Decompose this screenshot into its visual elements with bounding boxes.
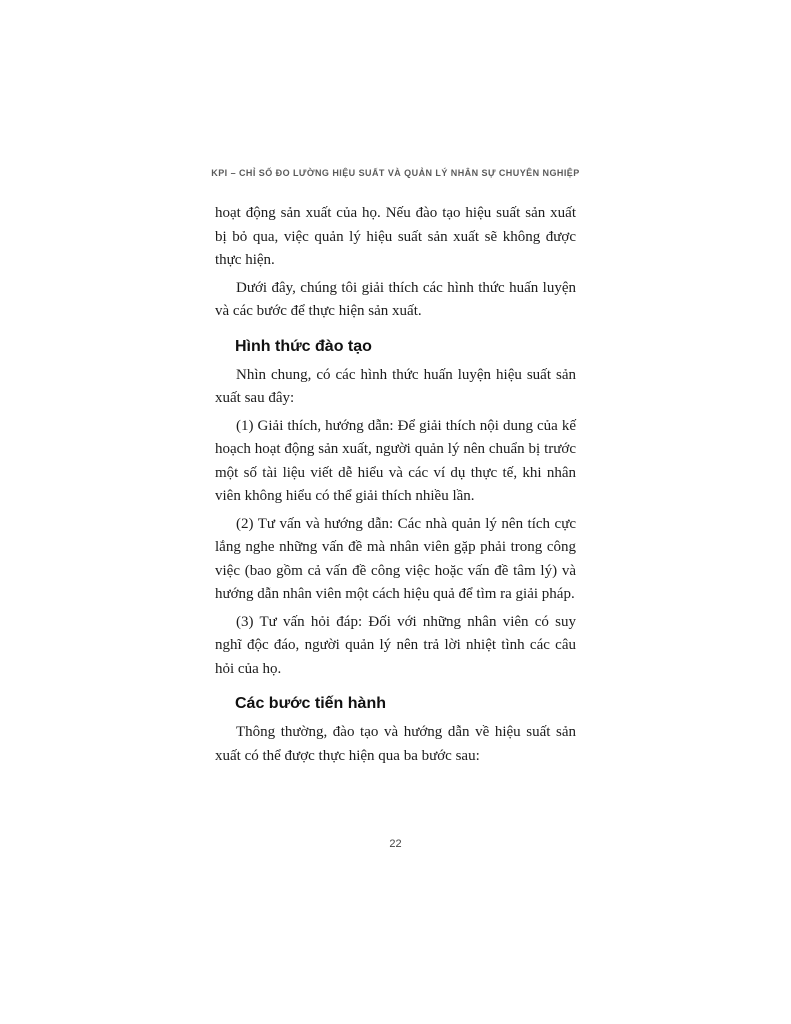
section-heading: Các bước tiến hành (235, 695, 386, 712)
body-paragraph: (3) Tư vấn hỏi đáp: Đối với những nhân viên có suy nghĩ độc đáo, người quản lý nên trả lời nhiệt tình các câu hỏi của họ. (215, 613, 576, 677)
body-paragraph: (2) Tư vấn và hướng dẫn: Các nhà quản lý nên tích cực lắng nghe những vấn đề mà nhân viên gặp phải trong công việc (bao gồm cả vấn đề công việc hoặc vấn đề tâm lý) và hướng dẫn nhân viên một cách hiệu quả để tìm ra giải pháp. (215, 515, 576, 602)
page-number: 22 (389, 838, 402, 850)
running-header: KPI – CHỈ SỐ ĐO LƯỜNG HIỆU SUẤT VÀ QUẢN LÝ NHÂN SỰ CHUYÊN NGHIỆP (211, 168, 580, 178)
body-paragraph: (1) Giải thích, hướng dẫn: Để giải thích nội dung của kế hoạch hoạt động sản xuất, người quản lý nên chuẩn bị trước một số tài liệu viết dễ hiểu và các ví dụ thực tế, khi nhân viên không hiểu có thể giải thích nhiều lần. (215, 417, 576, 504)
body-paragraph: Thông thường, đào tạo và hướng dẫn về hiệu suất sản xuất có thể được thực hiện qua ba bước sau: (215, 724, 576, 764)
body-paragraph: Dưới đây, chúng tôi giải thích các hình thức huấn luyện và các bước để thực hiện sản xuất. (215, 279, 576, 319)
section-heading: Hình thức đào tạo (235, 337, 372, 355)
page-content (215, 202, 576, 772)
body-paragraph: hoạt động sản xuất của họ. Nếu đào tạo hiệu suất sản xuất bị bỏ qua, việc quản lý hiệu suất sản xuất sẽ không được thực hiện. (215, 205, 576, 268)
body-paragraph: Nhìn chung, có các hình thức huấn luyện hiệu suất sản xuất sau đây: (215, 366, 576, 406)
